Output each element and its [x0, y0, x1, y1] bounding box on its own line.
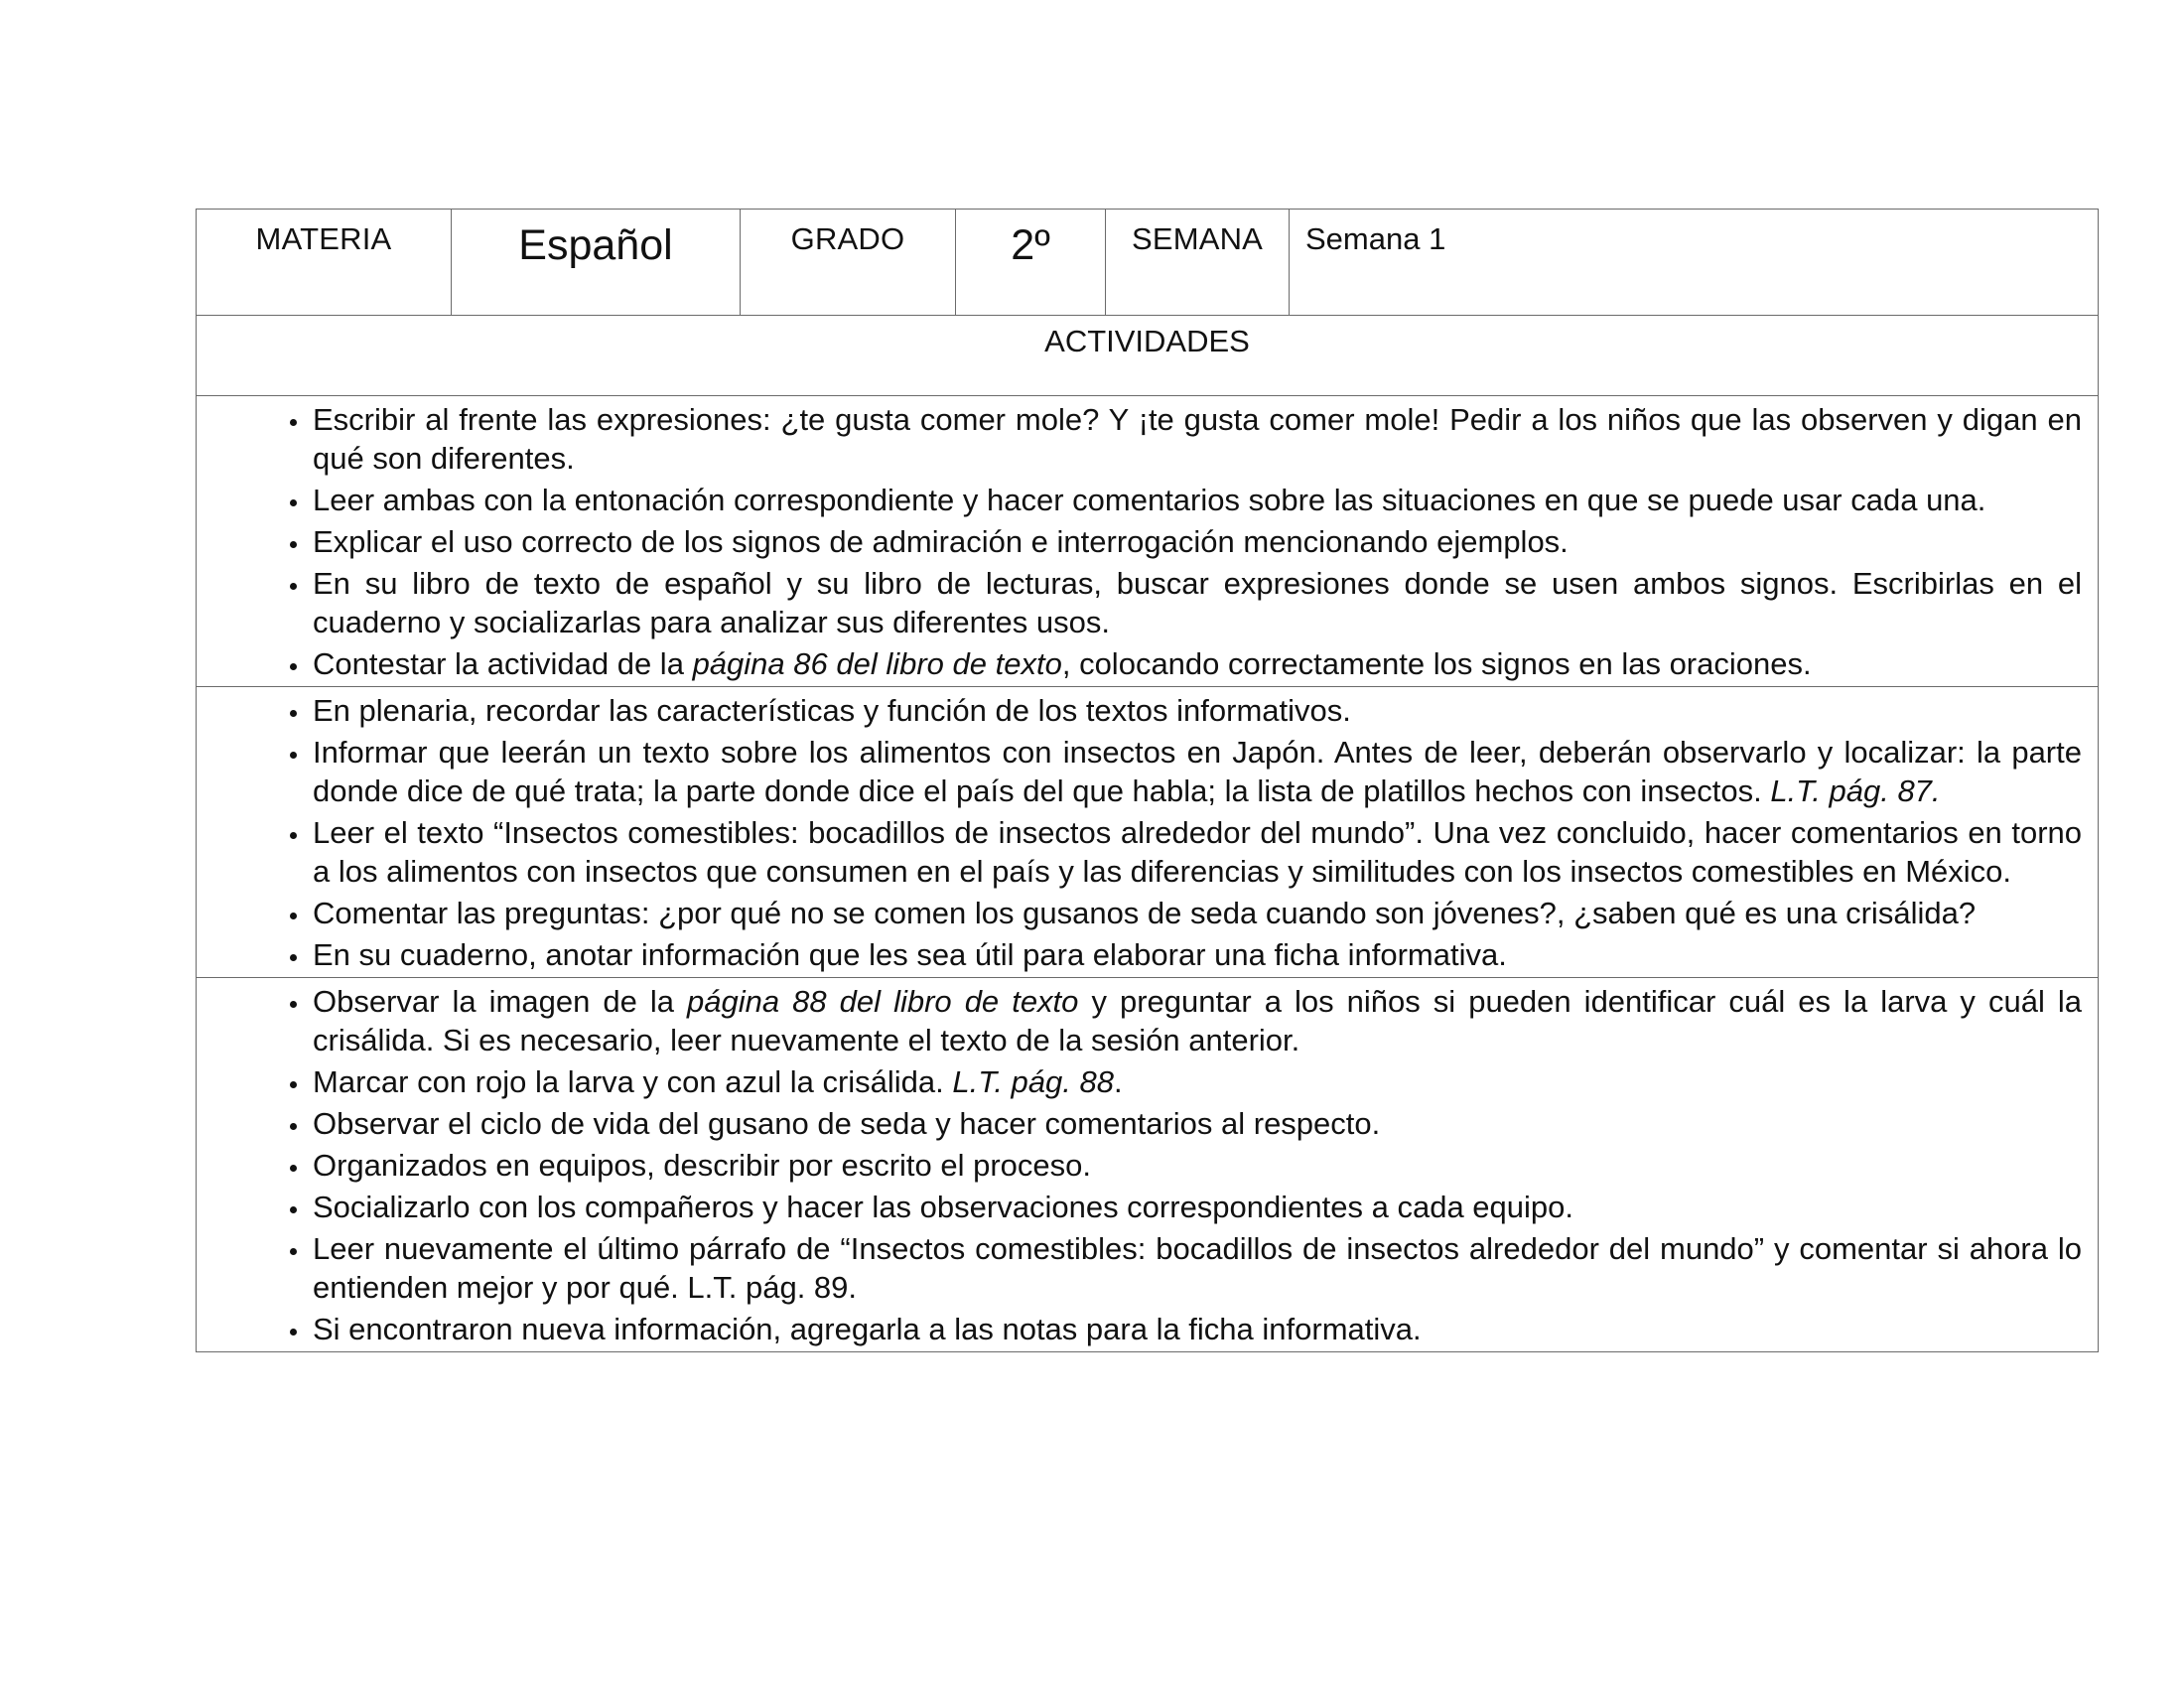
activity-list — [197, 396, 2098, 683]
activity-item — [311, 400, 2082, 478]
activity-text: En su libro de texto de español y su libro de lecturas, buscar expresiones donde se usen ambos signos. Escribirlas en el cuaderno y socializarlas para analizar sus diferentes usos. — [313, 566, 2082, 639]
grado-label: GRADO — [741, 210, 956, 316]
activity-item — [311, 813, 2082, 891]
grado-value: 2º — [956, 210, 1106, 316]
session-cell — [197, 396, 2099, 687]
activity-text: , colocando correctamente los signos en las oraciones. — [1061, 646, 1812, 681]
materia-label: MATERIA — [197, 210, 452, 316]
activity-text: Escribir al frente las expresiones: ¿te gusta comer mole? Y ¡te gusta comer mole! Pedir a los niños que las observen y digan en qué son diferentes. — [313, 402, 2082, 476]
activity-item — [311, 522, 2082, 561]
activity-item — [311, 1062, 2082, 1101]
activity-text: y preguntar a los niños si pueden identificar cuál es la larva y cuál la crisálida. Si es necesario, leer nuevamente el texto de la sesión anterior. — [313, 984, 2082, 1057]
activity-item — [311, 1229, 2082, 1307]
activity-text: Si encontraron nueva información, agregarla a las notas para la ficha informativa. — [313, 1312, 1422, 1346]
activity-item — [311, 1146, 2082, 1185]
activity-item — [311, 982, 2082, 1059]
activity-reference: página 86 del libro de texto — [692, 646, 1062, 681]
activity-item — [311, 1310, 2082, 1348]
activity-item — [311, 481, 2082, 519]
session-cell — [197, 978, 2099, 1352]
session-row — [197, 978, 2099, 1352]
activity-text: . — [1113, 1064, 1123, 1099]
lesson-plan-table — [196, 209, 2099, 1352]
activity-item — [311, 733, 2082, 810]
activities-title-row — [197, 316, 2099, 396]
activity-reference: página 88 del libro de texto — [687, 984, 1079, 1019]
activity-text: Comentar las preguntas: ¿por qué no se comen los gusanos de seda cuando son jóvenes?, ¿saben qué es una crisálida? — [313, 896, 1977, 930]
activity-text: Observar el ciclo de vida del gusano de seda y hacer comentarios al respecto. — [313, 1106, 1381, 1141]
materia-value: Español — [452, 210, 741, 316]
activity-item — [311, 894, 2082, 932]
activity-text: Explicar el uso correcto de los signos de admiración e interrogación mencionando ejemplos. — [313, 524, 1569, 559]
activity-text: Observar la imagen de la — [313, 984, 688, 1019]
semana-label: SEMANA — [1106, 210, 1290, 316]
activity-text: Socializarlo con los compañeros y hacer las observaciones correspondientes a cada equipo. — [313, 1190, 1574, 1224]
activity-item — [311, 1104, 2082, 1143]
activities-title: ACTIVIDADES — [197, 316, 2099, 396]
activity-item — [311, 564, 2082, 641]
activity-item — [311, 1188, 2082, 1226]
activity-text: En plenaria, recordar las características y función de los textos informativos. — [313, 693, 1351, 728]
activity-text: Informar que leerán un texto sobre los alimentos con insectos en Japón. Antes de leer, deberán observarlo y localizar: la parte donde dice de qué trata; la parte donde dice el país del que habla; la lista de platillos hechos con insectos. — [313, 735, 2082, 808]
session-cell — [197, 687, 2099, 978]
activity-text: Contestar la actividad de la — [313, 646, 693, 681]
header-row — [197, 210, 2099, 316]
activity-text: En su cuaderno, anotar información que les sea útil para elaborar una ficha informativa. — [313, 937, 1507, 972]
activity-text: Organizados en equipos, describir por escrito el proceso. — [313, 1148, 1092, 1183]
activity-item — [311, 644, 2082, 683]
activity-item — [311, 691, 2082, 730]
activity-item — [311, 935, 2082, 974]
activity-list — [197, 978, 2098, 1348]
activity-reference: L.T. pág. 87. — [1770, 774, 1941, 808]
session-row — [197, 687, 2099, 978]
activity-reference: L.T. pág. 88 — [952, 1064, 1114, 1099]
activity-text: Leer nuevamente el último párrafo de “Insectos comestibles: bocadillos de insectos alrededor del mundo” y comentar si ahora lo entienden mejor y por qué. L.T. pág. 89. — [313, 1231, 2082, 1305]
session-row — [197, 396, 2099, 687]
semana-value: Semana 1 — [1290, 210, 2099, 316]
activity-text: Marcar con rojo la larva y con azul la crisálida. — [313, 1064, 953, 1099]
activity-text: Leer el texto “Insectos comestibles: bocadillos de insectos alrededor del mundo”. Una vez concluido, hacer comentarios en torno a los alimentos con insectos que consumen en el país y las diferencias y similitudes con los insectos comestibles en México. — [313, 815, 2082, 889]
activity-list — [197, 687, 2098, 974]
activity-text: Leer ambas con la entonación correspondiente y hacer comentarios sobre las situaciones en que se puede usar cada una. — [313, 483, 1986, 517]
